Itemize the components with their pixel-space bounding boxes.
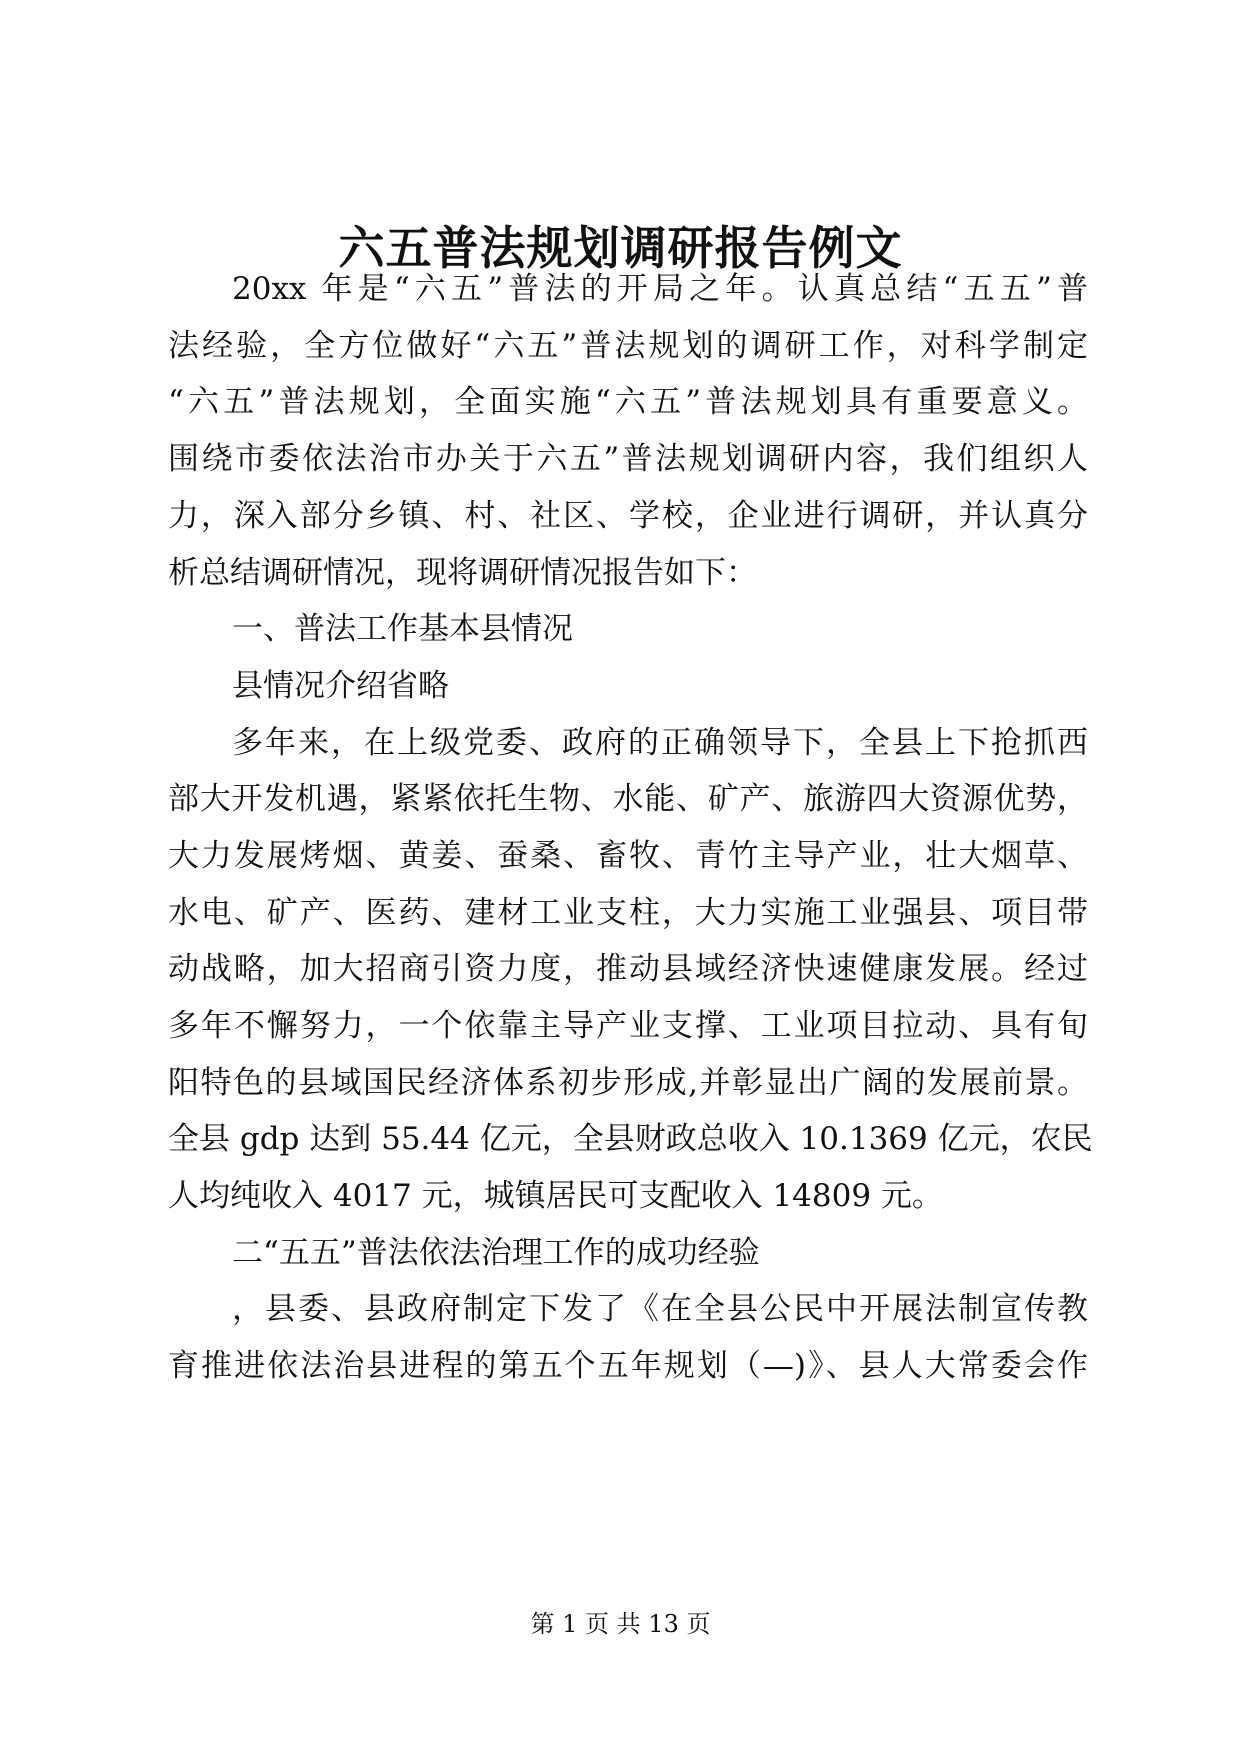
paragraph-line: 人均纯收入 4017 元，城镇居民可支配收入 14809 元。 — [168, 1178, 943, 1214]
paragraph-line: 法经验，全方位做好“六五”普法规划的调研工作，对科学制定 — [168, 328, 1088, 364]
paragraph-line: 育推进依法治县进程的第五个五年规划（—)》、县人大常委会作 — [168, 1348, 1088, 1384]
page-number-footer: 第 1 页 共 13 页 — [530, 1610, 711, 1638]
paragraph-line: 多年不懈努力，一个依靠主导产业支撑、工业项目拉动、具有旬 — [168, 1008, 1088, 1044]
section-heading: 一、普法工作基本县情况 — [232, 611, 573, 647]
paragraph-line: 动战略，加大招商引资力度，推动县域经济快速健康发展。经过 — [168, 951, 1088, 987]
paragraph-line: 全县 gdp 达到 55.44 亿元，全县财政总收入 10.1369 亿元，农民 — [168, 1121, 1093, 1157]
paragraph-line: 力，深入部分乡镇、村、社区、学校，企业进行调研，并认真分 — [168, 498, 1088, 534]
paragraph-line: 部大开发机遇，紧紧依托生物、水能、矿产、旅游四大资源优势， — [168, 781, 1088, 817]
paragraph-line: “六五”普法规划，全面实施“六五”普法规划具有重要意义。 — [168, 384, 1088, 420]
paragraph-line: 20xx 年是“六五”普法的开局之年。认真总结“五五”普 — [232, 271, 1088, 307]
paragraph-line: 多年来，在上级党委、政府的正确领导下，全县上下抢抓西 — [232, 725, 1088, 761]
paragraph-line: 阳特色的县域国民经济体系初步形成,并彰显出广阔的发展前景。 — [168, 1065, 1088, 1101]
section-heading: 二“五五”普法依法治理工作的成功经验 — [232, 1235, 760, 1271]
paragraph-line: 析总结调研情况，现将调研情况报告如下： — [168, 555, 757, 591]
paragraph-line: 围绕市委依法治市办关于六五”普法规划调研内容，我们组织人 — [168, 441, 1088, 477]
paragraph-line: 县情况介绍省略 — [232, 668, 449, 704]
document-title: 六五普法规划调研报告例文 — [338, 221, 903, 275]
paragraph-line: ，县委、县政府制定下发了《在全县公民中开展法制宣传教 — [232, 1291, 1088, 1327]
paragraph-line: 大力发展烤烟、黄姜、蚕桑、畜牧、青竹主导产业，壮大烟草、 — [168, 838, 1088, 874]
paragraph-line: 水电、矿产、医药、建材工业支柱，大力实施工业强县、项目带 — [168, 895, 1088, 931]
